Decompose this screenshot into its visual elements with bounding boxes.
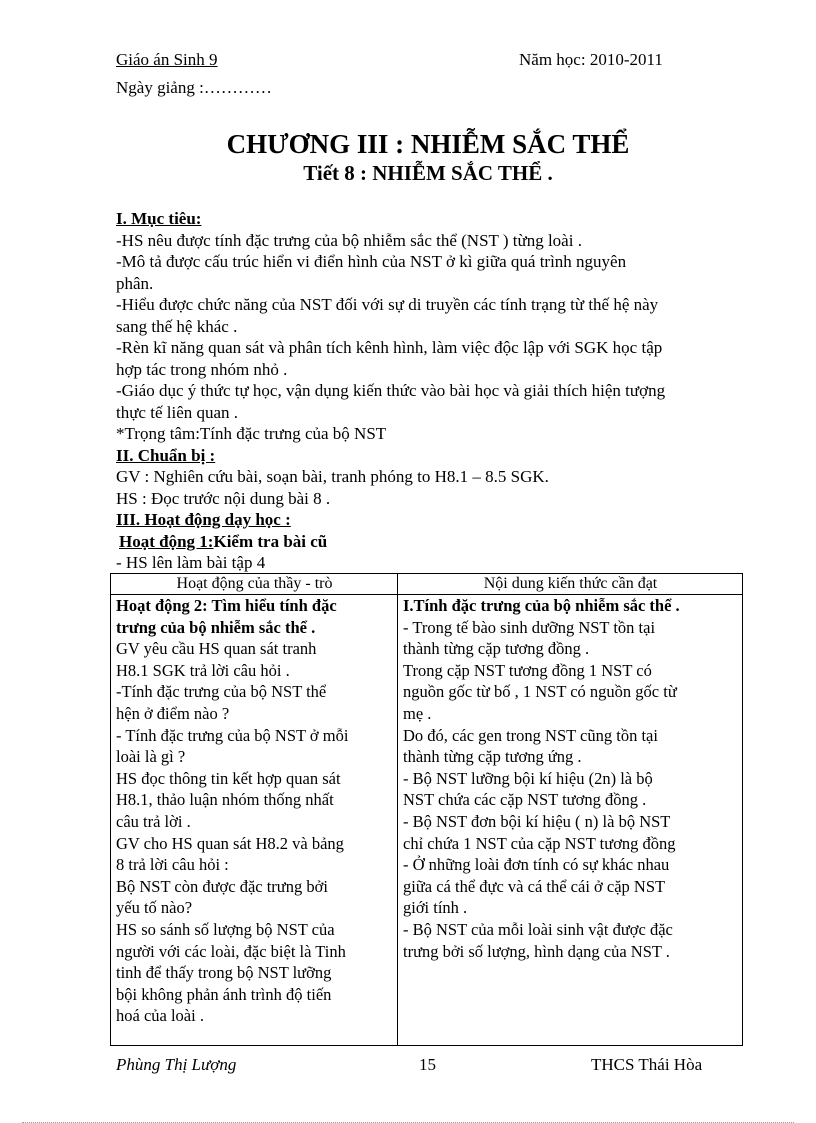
cell-line: Hoạt động 2: Tìm hiểu tính đặc [116, 596, 337, 615]
cell-line: GV cho HS quan sát H8.2 và bảng [116, 833, 344, 853]
cell-line: GV yêu cầu HS quan sát tranh [116, 639, 317, 659]
cell-line: loài là gì ? [116, 747, 186, 767]
objective-line: phân. [116, 273, 154, 293]
activity1-line: - HS lên làm bài tập 4 [116, 553, 266, 572]
cell-line: HS đọc thông tin kết hợp quan sát [116, 768, 341, 788]
cell-line: thành từng cặp tương ứng . [403, 747, 582, 767]
cell-line: nguồn gốc từ bố , 1 NST có nguồn gốc từ [403, 682, 677, 702]
objective-line: -Rèn kĩ năng quan sát và phân tích kênh hình, làm việc độc lập với SGK học tập [116, 338, 663, 357]
chapter-title: CHƯƠNG III : NHIỄM SẮC THỂ [226, 129, 630, 159]
cell-line: người với các loài, đặc biệt là Tinh [116, 941, 346, 961]
cell-line: - Trong tế bào sinh dưỡng NST tồn tại [403, 617, 656, 637]
cell-line: Bộ NST còn được đặc trưng bởi [116, 876, 328, 896]
lesson-activity-table [110, 573, 743, 1046]
header-subject: Giáo án Sinh 9 [116, 50, 218, 69]
cell-line: 8 trả lời câu hỏi : [116, 855, 229, 875]
cell-line: I.Tính đặc trưng của bộ nhiễm sắc thể . [403, 596, 680, 615]
cell-line: trưng của bộ nhiễm sắc thể . [116, 617, 316, 637]
cell-line: bội không phản ánh trình độ tiến [116, 984, 332, 1004]
objective-line: sang thế hệ khác . [116, 316, 238, 336]
cell-line: H8.1 SGK trả lời câu hỏi . [116, 660, 290, 680]
table-header-teacher-student: Hoạt động của thầy - trò [111, 574, 398, 595]
objective-line: hợp tác trong nhóm nhỏ . [116, 359, 288, 379]
teacher-student-activities [111, 595, 398, 1046]
header-school-year: Năm học: 2010-2011 [519, 50, 663, 69]
preparation-line: HS : Đọc trước nội dung bài 8 . [116, 488, 331, 508]
cell-line: giữa cá thể đực và cá thể cái ở cặp NST [403, 876, 666, 896]
table-header-row [111, 574, 743, 595]
activities-heading: III. Hoạt động dạy học : [116, 510, 291, 529]
objective-line: thực tế liên quan . [116, 402, 239, 422]
footer-page-number: 15 [419, 1055, 436, 1074]
activity1-title: Kiểm tra bài cũ [213, 531, 328, 551]
cell-line: trưng bởi số lượng, hình dạng của NST . [403, 941, 670, 961]
cell-line: giới tính . [403, 898, 468, 918]
cell-line: yếu tố nào? [116, 898, 193, 918]
objective-line: -Hiểu được chức năng của NST đối với sự di truyền các tính trạng từ thế hệ này [116, 295, 659, 314]
cell-line: mẹ . [403, 703, 432, 723]
cell-line: thành từng cặp tương đồng . [403, 639, 590, 659]
objective-line: *Trọng tâm:Tính đặc trưng của bộ NST [116, 424, 387, 443]
table-header-knowledge: Nội dung kiến thức cần đạt [398, 574, 743, 595]
cell-line: chỉ chứa 1 NST của cặp NST tương đồng [403, 833, 676, 853]
date-line: Ngày giảng :………… [116, 78, 272, 97]
lesson-intro [116, 208, 665, 574]
lesson-title: Tiết 8 : NHIỄM SẮC THỂ . [303, 161, 553, 185]
cell-line: hoá của loài . [116, 1006, 204, 1026]
preparation-heading: II. Chuẩn bị : [116, 445, 216, 465]
cell-line: - Bộ NST đơn bội kí hiệu ( n) là bộ NST [403, 811, 671, 831]
objectives-heading: I. Mục tiêu: [116, 209, 202, 228]
cell-line: NST chứa các cặp NST tương đồng . [403, 790, 647, 810]
objective-line: -Mô tả được cấu trúc hiển vi điển hình của NST ở kì giữa quá trình nguyên [116, 252, 627, 271]
cell-line: - Bộ NST của mỗi loài sinh vật được đặc [403, 919, 673, 939]
cell-line: tinh để thấy trong bộ NST lưỡng [116, 963, 332, 983]
knowledge-content [398, 595, 743, 1046]
cell-line: Trong cặp NST tương đồng 1 NST có [403, 660, 652, 680]
footer-author: Phùng Thị Lượng [116, 1055, 237, 1074]
cell-line: -Tính đặc trưng của bộ NST thể [116, 682, 327, 702]
table-row [111, 595, 743, 1046]
cell-line: hện ở điểm nào ? [116, 703, 230, 723]
cell-line: - Ở những loài đơn tính có sự khác nhau [403, 855, 670, 875]
activity1-label: Hoạt động 1: [119, 531, 214, 551]
objective-line: -Giáo dục ý thức tự học, vận dụng kiến thức vào bài học và giải thích hiện tượng [116, 381, 666, 400]
objective-line: -HS nêu được tính đặc trưng của bộ nhiễm sắc thể (NST ) từng loài . [116, 230, 582, 250]
activity1-heading [116, 531, 665, 553]
cell-line: - Bộ NST lưỡng bội kí hiệu (2n) là bộ [403, 768, 653, 788]
preparation-line: GV : Nghiên cứu bài, soạn bài, tranh phóng to H8.1 – 8.5 SGK. [116, 467, 549, 486]
cell-line: Do đó, các gen trong NST cũng tồn tại [403, 725, 658, 745]
cell-line: - Tính đặc trưng của bộ NST ở mỗi [116, 725, 349, 745]
cell-line: câu trả lời . [116, 811, 191, 831]
footer-school: THCS Thái Hòa [591, 1055, 703, 1074]
cell-line: HS so sánh số lượng bộ NST của [116, 919, 335, 939]
cell-line: H8.1, thảo luận nhóm thống nhất [116, 790, 334, 810]
